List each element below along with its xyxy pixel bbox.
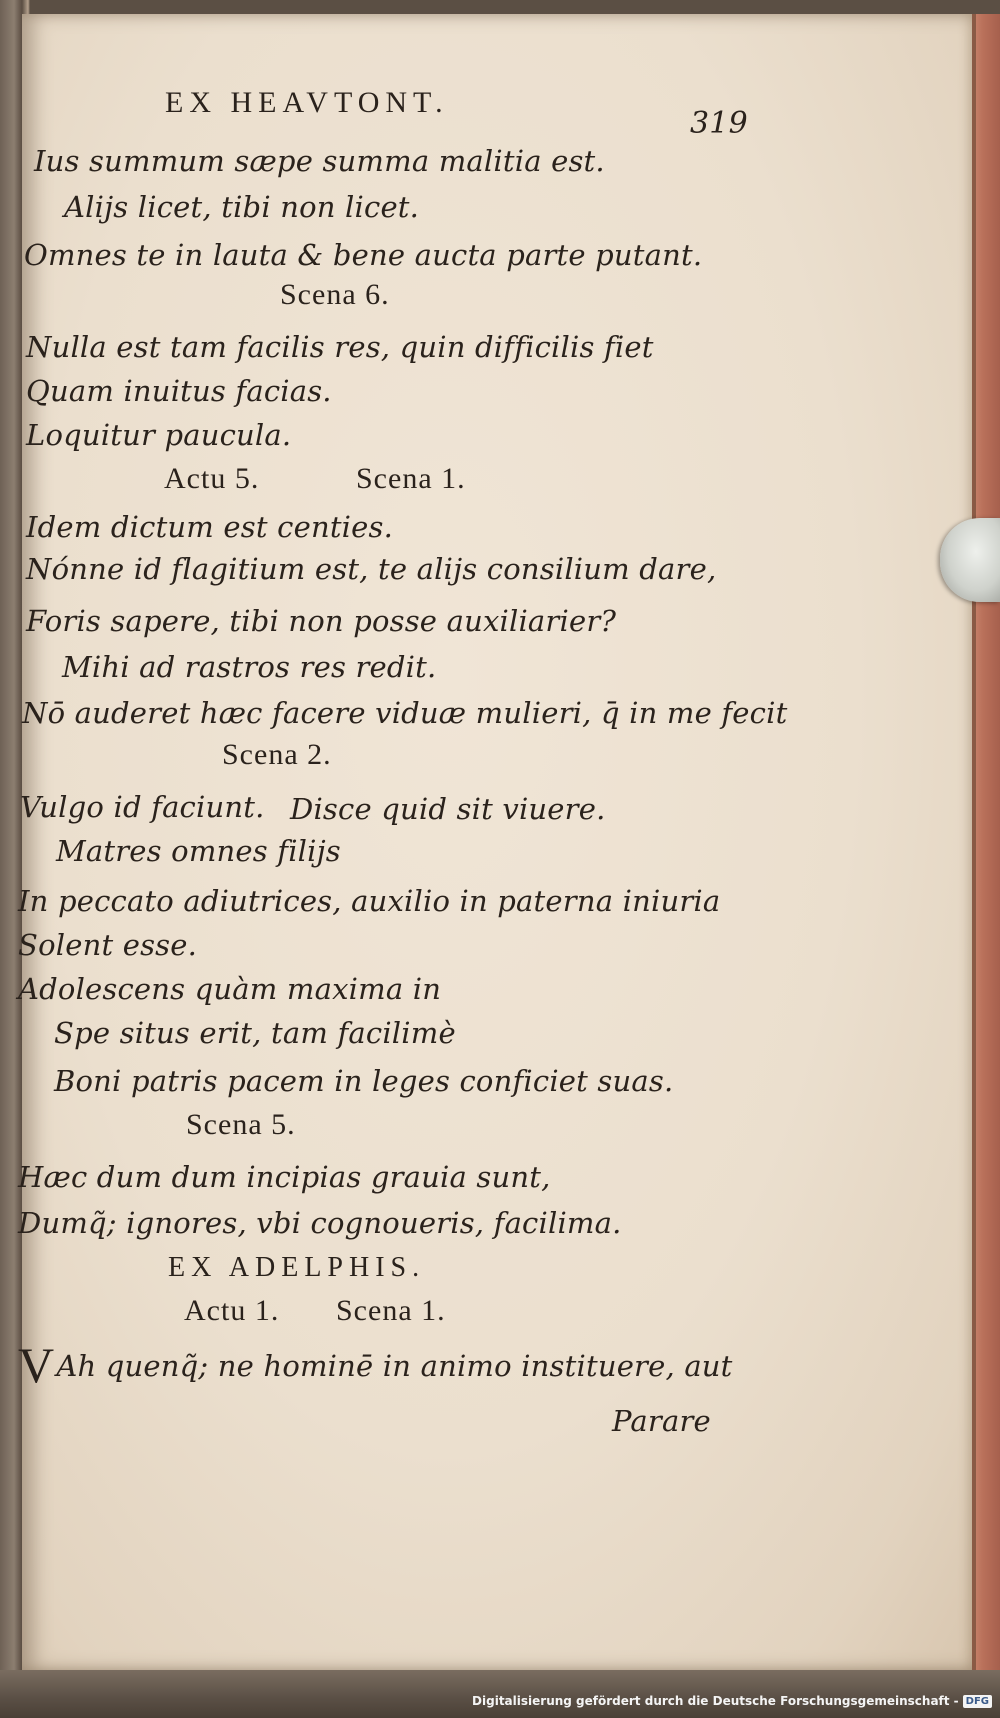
play-title: EX ADELPHIS. xyxy=(168,1252,426,1283)
text-line: Nulla est tam facilis res, quin difficilis fiet xyxy=(26,330,654,364)
text-line-body: Ah quenq̃; ne hominē in animo instituere, aut xyxy=(56,1349,733,1383)
text-line: Nónne id flagitium est, te alijs consilium dare, xyxy=(26,552,717,586)
scene-heading: Scena 5. xyxy=(186,1108,296,1141)
viewer-footer xyxy=(0,1670,1000,1718)
text-line: Mihi ad rastros res redit. xyxy=(62,650,437,684)
scene-heading: Scena 2. xyxy=(222,738,332,771)
running-title: EX HEAVTONT. xyxy=(165,86,449,119)
text-line: Disce quid sit viuere. xyxy=(290,792,606,826)
act-heading: Actu 1. xyxy=(184,1294,280,1327)
text-line: Adolescens quàm maxima in xyxy=(18,972,442,1006)
text-line: Foris sapere, tibi non posse auxiliarier? xyxy=(26,604,617,638)
text-line: Spe situs erit, tam facilimè xyxy=(54,1016,456,1050)
text-line: Matres omnes filijs xyxy=(56,834,341,868)
text-line: Nō auderet hæc facere viduæ mulieri, q̄ in me fecit xyxy=(22,696,788,730)
page-edge xyxy=(972,14,1000,1670)
text-line: In peccato adiutrices, auxilio in paterna iniuria xyxy=(18,884,721,918)
drop-cap: V xyxy=(18,1337,55,1393)
credit-text: Digitalisierung gefördert durch die Deutsche Forschungsgemeinschaft - xyxy=(472,1694,959,1708)
scene-heading: Scena 1. xyxy=(356,462,466,495)
text-line xyxy=(18,1337,733,1393)
text-line: Ius summum sæpe summa malitia est. xyxy=(34,144,605,178)
page-number: 319 xyxy=(690,106,748,141)
scene-heading: Scena 1. xyxy=(336,1294,446,1327)
dfg-logo-icon: DFG xyxy=(963,1695,992,1708)
text-line: Quam inuitus facias. xyxy=(26,374,332,408)
digitization-credit xyxy=(472,1694,992,1708)
text-line: Hæc dum dum incipias grauia sunt, xyxy=(18,1160,551,1194)
text-line: Dumq̃; ignores, vbi cognoueris, facilima. xyxy=(18,1206,622,1240)
text-line: Boni patris pacem in leges conficiet suas. xyxy=(54,1064,674,1098)
text-line: Loquitur paucula. xyxy=(26,418,292,452)
scene-heading: Scena 6. xyxy=(280,278,390,311)
catchword: Parare xyxy=(612,1404,711,1438)
text-line: Idem dictum est centies. xyxy=(26,510,394,544)
text-line: Vulgo id faciunt. xyxy=(20,790,265,824)
text-line: Solent esse. xyxy=(18,928,198,962)
text-line: Omnes te in lauta & bene aucta parte putant. xyxy=(24,238,703,272)
text-line: Alijs licet, tibi non licet. xyxy=(64,190,420,224)
act-heading: Actu 5. xyxy=(164,462,260,495)
